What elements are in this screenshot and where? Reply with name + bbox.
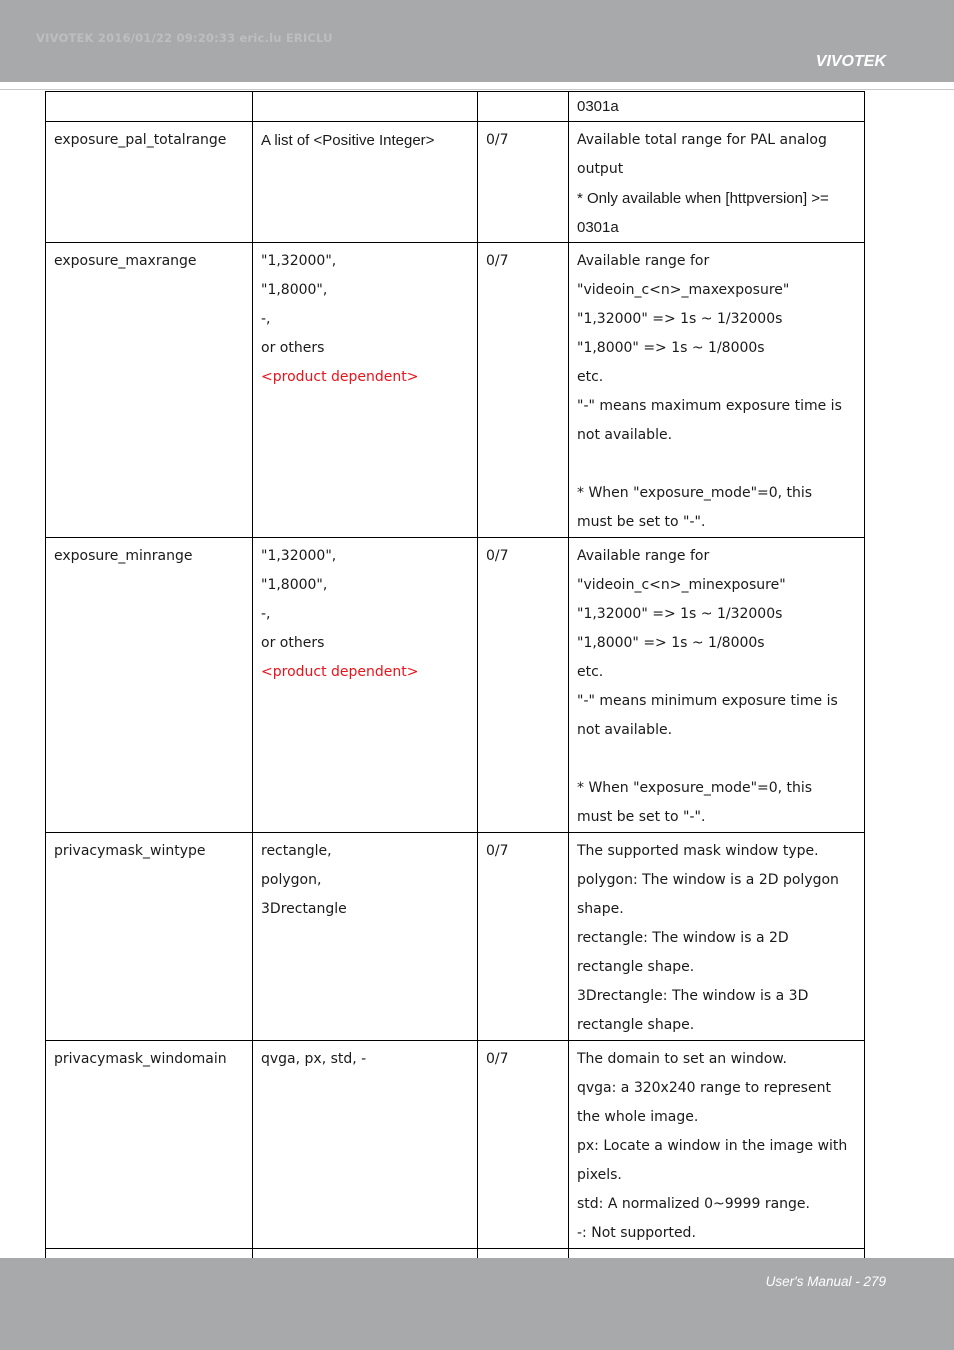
description-line: not available. bbox=[577, 427, 673, 443]
page-header bbox=[0, 0, 954, 82]
description-line: -: Not supported. bbox=[577, 1225, 696, 1241]
value-line: "1,8000", bbox=[261, 577, 328, 593]
description-line: 3Drectangle: The window is a 3D bbox=[577, 988, 809, 1004]
value-line: A list of <Positive Integer> bbox=[261, 132, 435, 149]
description-line: "-" means minimum exposure time is bbox=[577, 693, 838, 709]
description-line: Available range for bbox=[577, 548, 710, 564]
description-line: "1,8000" => 1s ~ 1/8000s bbox=[577, 635, 765, 651]
security-line: 0/7 bbox=[486, 548, 509, 564]
description-line: Available range for bbox=[577, 253, 710, 269]
security-cell bbox=[478, 243, 569, 538]
header-rule bbox=[0, 89, 954, 90]
description-line: The domain to set an window. bbox=[577, 1051, 787, 1067]
description-line: pixels. bbox=[577, 1167, 622, 1183]
value-cell bbox=[253, 92, 478, 122]
brand-logo-text: VIVOTEK bbox=[815, 53, 886, 70]
description-line: "videoin_c<n>_maxexposure" bbox=[577, 282, 790, 298]
value-line: polygon, bbox=[261, 872, 322, 888]
description-line: * When "exposure_mode"=0, this bbox=[577, 780, 813, 796]
description-line: not available. bbox=[577, 722, 673, 738]
description-line: "1,8000" => 1s ~ 1/8000s bbox=[577, 340, 765, 356]
description-line: must be set to "-". bbox=[577, 514, 706, 530]
description-line bbox=[577, 745, 857, 774]
security-cell bbox=[478, 1041, 569, 1249]
table-row bbox=[46, 538, 865, 833]
security-line: 0/7 bbox=[486, 843, 509, 859]
parameter-table bbox=[45, 91, 865, 1283]
description-line: 0301a bbox=[577, 219, 619, 236]
description-line: must be set to "-". bbox=[577, 809, 706, 825]
description-line: "1,32000" => 1s ~ 1/32000s bbox=[577, 606, 783, 622]
page-number: User's Manual - 279 bbox=[765, 1274, 886, 1289]
description-line: px: Locate a window in the image with bbox=[577, 1138, 848, 1154]
table-row bbox=[46, 1041, 865, 1249]
description-line: std: A normalized 0~9999 range. bbox=[577, 1196, 810, 1212]
description-line: "videoin_c<n>_minexposure" bbox=[577, 577, 786, 593]
description-line: the whole image. bbox=[577, 1109, 699, 1125]
description-cell bbox=[569, 243, 865, 538]
value-line: "1,32000", bbox=[261, 548, 337, 564]
table-row bbox=[46, 92, 865, 122]
table-row bbox=[46, 243, 865, 538]
description-line: shape. bbox=[577, 901, 624, 917]
description-line: * When "exposure_mode"=0, this bbox=[577, 485, 813, 501]
description-line: Available total range for PAL analog bbox=[577, 132, 827, 148]
watermark: VIVOTEK 2016/01/22 09:20:33 eric.lu ERICLU bbox=[36, 31, 333, 45]
table-row bbox=[46, 833, 865, 1041]
value-line: 3Drectangle bbox=[261, 901, 347, 917]
description-line: polygon: The window is a 2D polygon bbox=[577, 872, 839, 888]
description-line: 0301a bbox=[577, 98, 619, 115]
name-line: exposure_maxrange bbox=[54, 253, 197, 269]
security-cell bbox=[478, 122, 569, 243]
name-cell bbox=[46, 92, 253, 122]
value-line: -, bbox=[261, 606, 271, 622]
value-cell bbox=[253, 1041, 478, 1249]
value-line: "1,32000", bbox=[261, 253, 337, 269]
name-cell bbox=[46, 122, 253, 243]
value-line: or others bbox=[261, 635, 325, 651]
value-line: <product dependent> bbox=[261, 664, 419, 680]
value-line: qvga, px, std, - bbox=[261, 1051, 367, 1067]
description-line: etc. bbox=[577, 369, 604, 385]
description-line: rectangle: The window is a 2D bbox=[577, 930, 789, 946]
name-line: privacymask_windomain bbox=[54, 1051, 227, 1067]
description-cell bbox=[569, 833, 865, 1041]
value-cell bbox=[253, 833, 478, 1041]
security-cell bbox=[478, 538, 569, 833]
value-cell bbox=[253, 122, 478, 243]
value-line: <product dependent> bbox=[261, 369, 419, 385]
value-cell bbox=[253, 538, 478, 833]
value-line: -, bbox=[261, 311, 271, 327]
description-line: The supported mask window type. bbox=[577, 843, 819, 859]
description-cell bbox=[569, 1041, 865, 1249]
description-line: qvga: a 320x240 range to represent bbox=[577, 1080, 831, 1096]
description-cell bbox=[569, 538, 865, 833]
description-line: * Only available when [httpversion] >= bbox=[577, 190, 829, 207]
name-cell bbox=[46, 243, 253, 538]
name-cell bbox=[46, 1041, 253, 1249]
description-line: rectangle shape. bbox=[577, 1017, 695, 1033]
name-cell bbox=[46, 833, 253, 1041]
name-cell bbox=[46, 538, 253, 833]
description-line: output bbox=[577, 161, 624, 177]
description-line: "1,32000" => 1s ~ 1/32000s bbox=[577, 311, 783, 327]
value-line: "1,8000", bbox=[261, 282, 328, 298]
name-line: exposure_minrange bbox=[54, 548, 193, 564]
description-line bbox=[577, 450, 857, 479]
name-line: privacymask_wintype bbox=[54, 843, 206, 859]
value-line: rectangle, bbox=[261, 843, 332, 859]
value-line: or others bbox=[261, 340, 325, 356]
description-line: rectangle shape. bbox=[577, 959, 695, 975]
value-cell bbox=[253, 243, 478, 538]
security-line: 0/7 bbox=[486, 253, 509, 269]
page-footer bbox=[0, 1258, 954, 1350]
description-cell bbox=[569, 92, 865, 122]
description-line: etc. bbox=[577, 664, 604, 680]
security-line: 0/7 bbox=[486, 1051, 509, 1067]
security-line: 0/7 bbox=[486, 132, 509, 148]
table-row bbox=[46, 122, 865, 243]
description-line: "-" means maximum exposure time is bbox=[577, 398, 842, 414]
security-cell bbox=[478, 833, 569, 1041]
name-line: exposure_pal_totalrange bbox=[54, 132, 227, 148]
security-cell bbox=[478, 92, 569, 122]
description-cell bbox=[569, 122, 865, 243]
